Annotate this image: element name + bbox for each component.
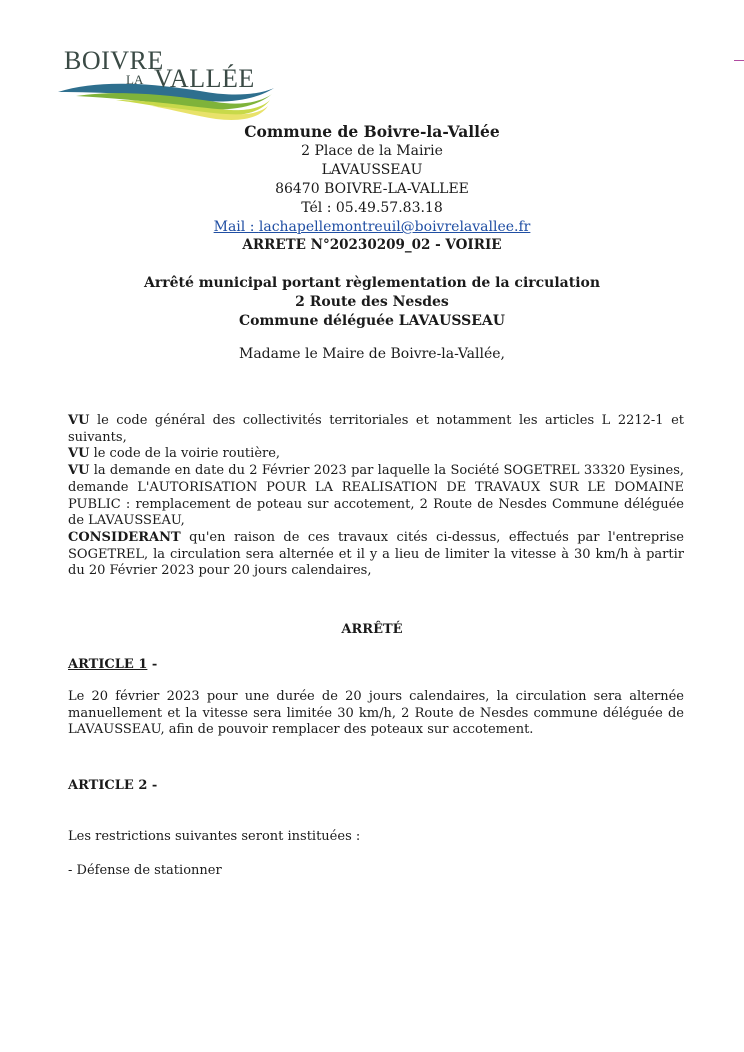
margin-mark — [734, 60, 744, 61]
mail-label: Mail : — [213, 219, 259, 235]
vu-text: le code de la voirie routière, — [89, 446, 281, 462]
considerations — [68, 413, 684, 580]
vu-label: VU — [68, 446, 90, 462]
article-1-suffix: - — [147, 657, 158, 672]
address-line-2: LAVAUSSEAU — [321, 162, 423, 178]
commune-name: Commune de Boivre-la-Vallée — [244, 122, 500, 141]
article-1-label: ARTICLE 1 — [68, 657, 148, 672]
vu-paragraph-2 — [68, 446, 684, 463]
addressee: Madame le Maire de Boivre-la-Vallée, — [239, 346, 505, 362]
mail-line — [0, 219, 744, 235]
article-1-paragraph: Le 20 février 2023 pour une durée de 20 jours calendaires, la circulation sera alternée manuellement et la vitesse sera limitée 30 km/h, 2 Route de Nesdes commune déléguée de LAVAUSSEAU, afin de pouvoir remplacer des poteaux sur accotement. — [68, 689, 684, 738]
decision-heading: ARRÊTÉ — [341, 622, 403, 637]
vu-text: la demande en date du 2 Février 2023 par laquelle la Société SOGETREL 33320 Eysines, demande L'AUTORISATION POUR LA REALISATION DE TRAVAUX SUR LE DOMAINE PUBLIC : remplacement de poteau sur accotement, 2 Route de Nesdes Commune déléguée de LAVAUSSEAU, — [68, 463, 684, 529]
vu-paragraph-1 — [68, 413, 684, 446]
vu-text: le code général des collectivités territoriales et notamment les articles L 2212-1 et suivants, — [68, 413, 684, 445]
mail-link[interactable]: lachapellemontreuil@boivrelavallee.fr — [258, 219, 531, 235]
logo-text-vallee: VALLÉE — [154, 64, 255, 93]
address-line-3: 86470 BOIVRE-LA-VALLEE — [275, 181, 469, 197]
article-2-item-1: - Défense de stationner — [68, 863, 222, 878]
article-2-label: ARTICLE 2 — [68, 778, 148, 793]
considerant-text: qu'en raison de ces travaux cités ci-dessus, effectués par l'entreprise SOGETREL, la circulation sera alternée et il y a lieu de limiter la vitesse à 30 km/h à partir du 20 Février 2023 pour 20 jours calendaires, — [68, 529, 684, 579]
address-line-1: 2 Place de la Mairie — [301, 143, 443, 159]
logo-text-la: LA — [126, 72, 144, 87]
subject-line-1: Arrêté municipal portant règlementation de la circulation — [143, 275, 601, 291]
vu-label: VU — [68, 463, 90, 479]
subject-line-3: Commune déléguée LAVAUSSEAU — [238, 313, 505, 329]
article-2-intro: Les restrictions suivantes seront instituées : — [68, 829, 361, 844]
article-1-heading — [68, 657, 157, 672]
phone-number: Tél : 05.49.57.83.18 — [301, 200, 443, 216]
arrete-reference: ARRETE N°20230209_02 - VOIRIE — [242, 237, 502, 253]
commune-logo — [56, 42, 280, 130]
subject-line-2: 2 Route des Nesdes — [295, 294, 449, 310]
considerant-label: CONSIDERANT — [68, 529, 181, 545]
considerant-paragraph — [68, 530, 684, 580]
vu-label: VU — [68, 413, 90, 428]
article-1-text — [68, 689, 684, 739]
vu-paragraph-3 — [68, 463, 684, 530]
article-2-suffix: - — [147, 778, 158, 793]
logo-text-boivre: BOIVRE — [64, 46, 164, 75]
article-2-heading — [68, 778, 157, 793]
